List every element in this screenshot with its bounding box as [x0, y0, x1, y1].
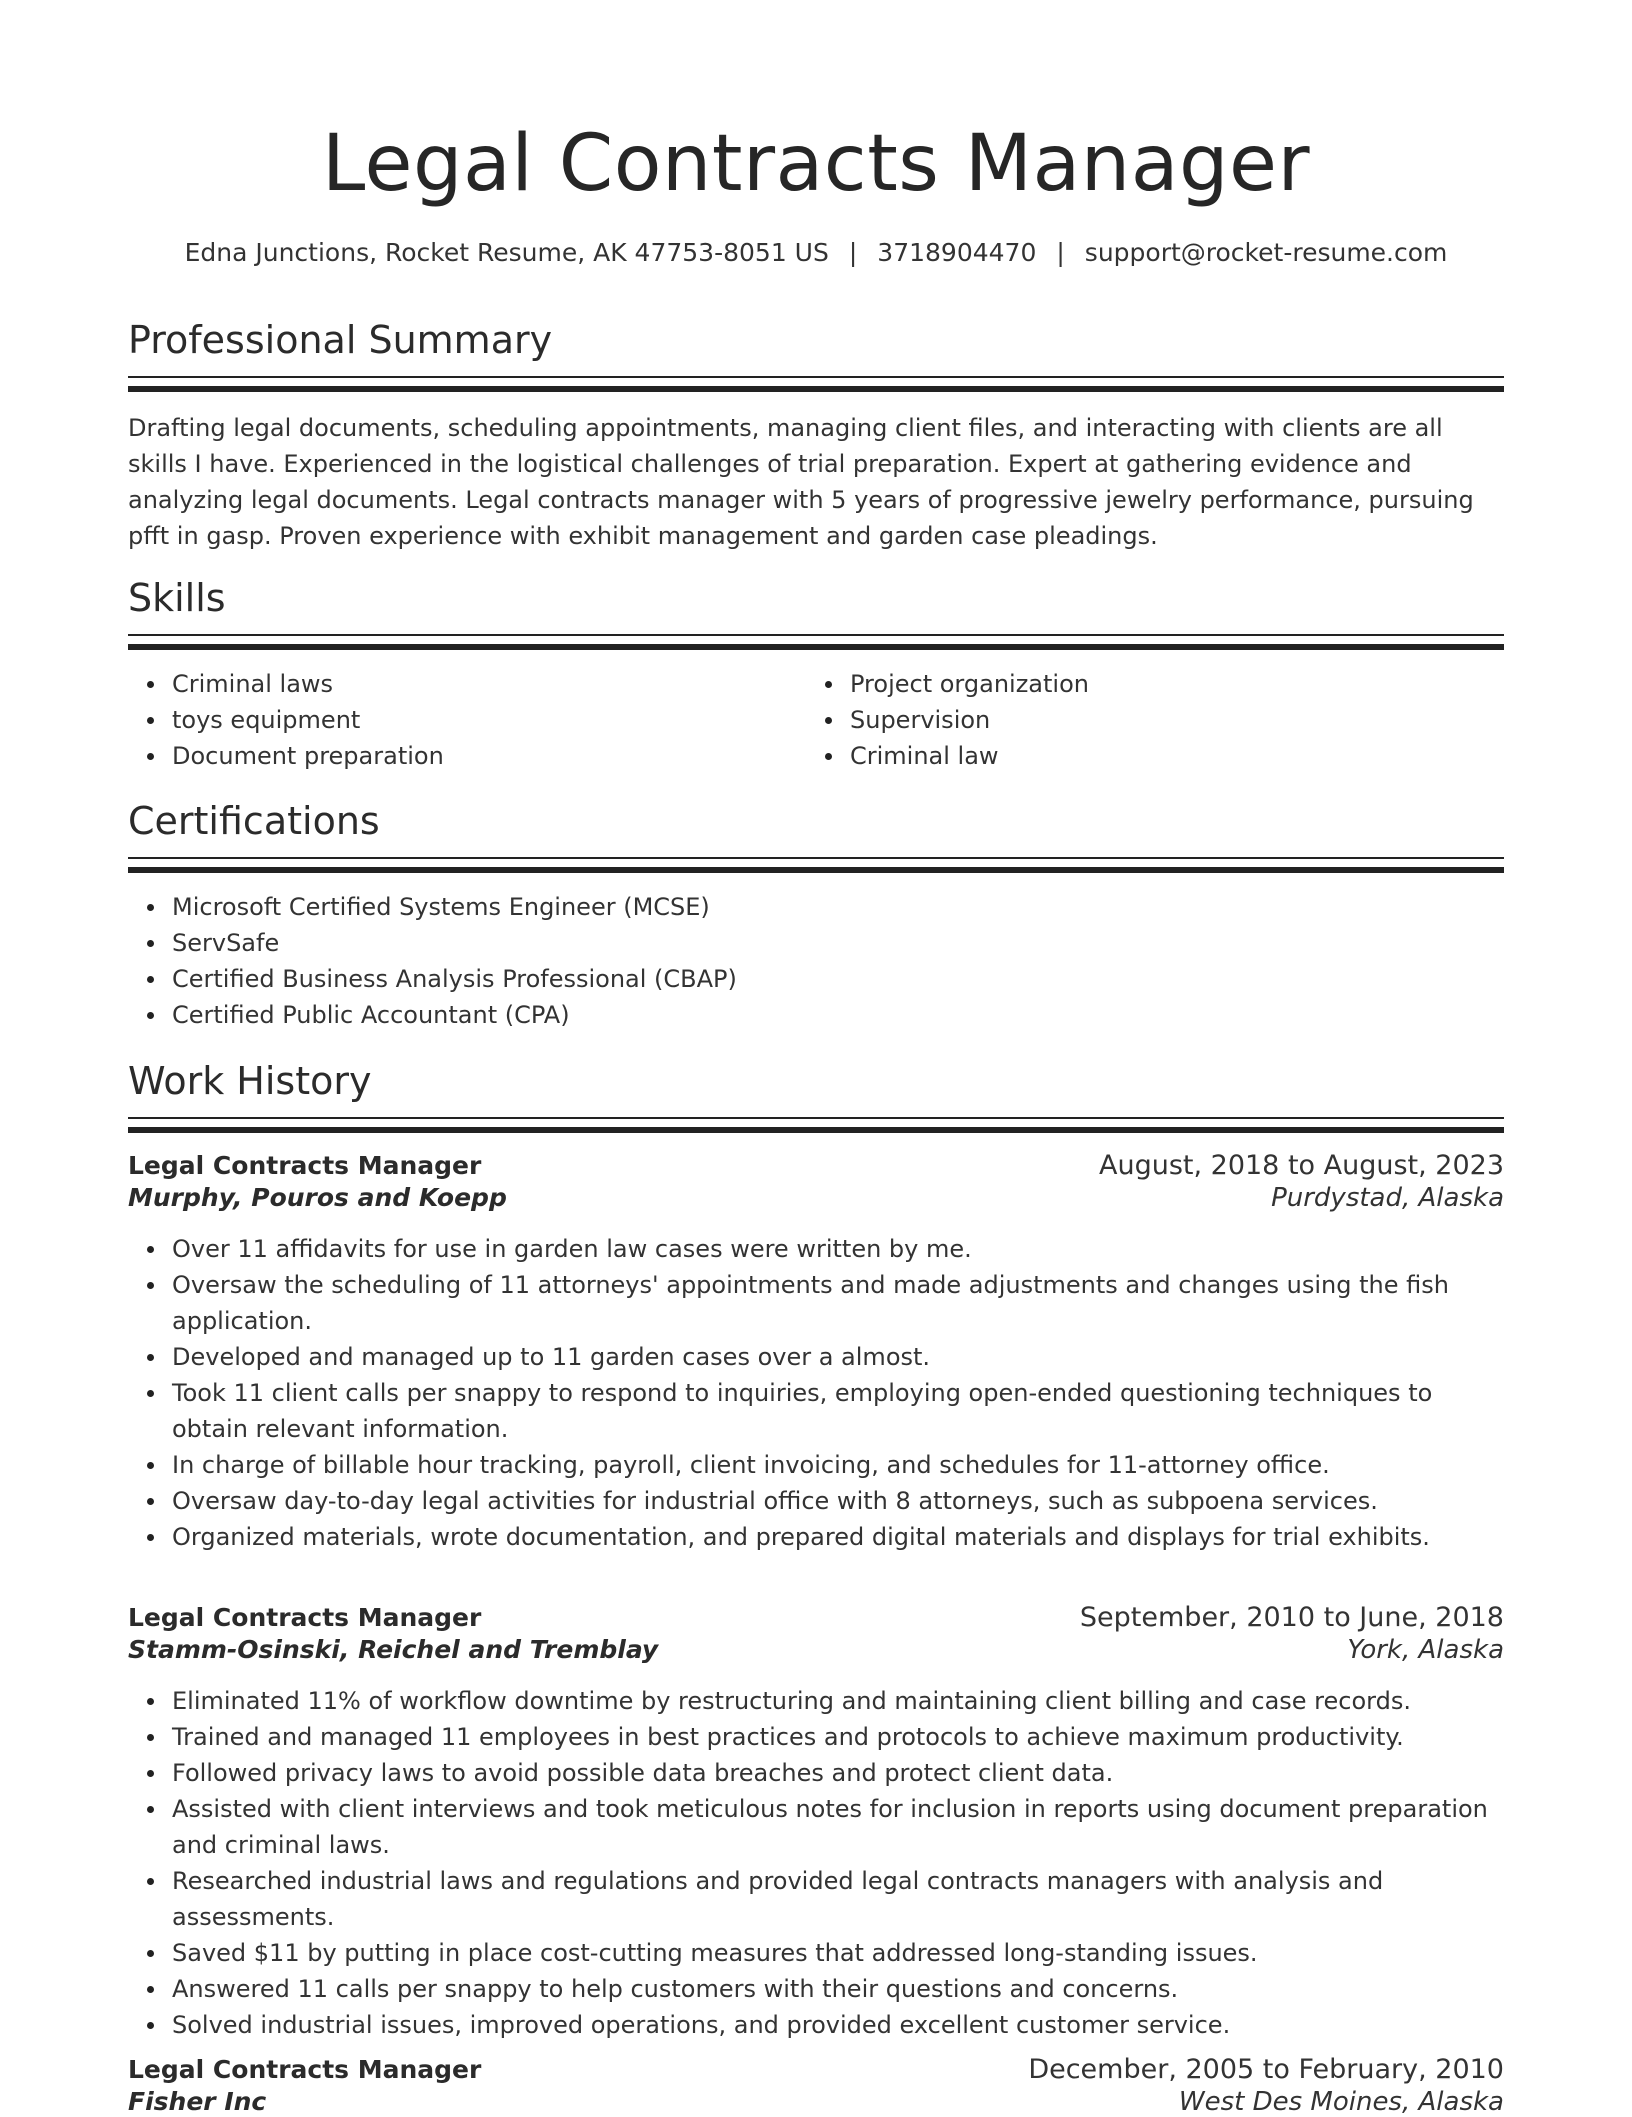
summary-section	[128, 318, 1504, 554]
contact-phone: 3718904470	[877, 238, 1037, 267]
section-rule-thick	[128, 1127, 1504, 1133]
job-entry	[128, 1602, 1504, 2043]
certifications-list	[128, 889, 1504, 1033]
skill-item: Project organization	[850, 666, 1484, 702]
skill-item: toys equipment	[172, 702, 806, 738]
job-location: York, Alaska	[1347, 1635, 1504, 1665]
certification-item: ServSafe	[172, 925, 1504, 961]
job-bullet: Took 11 client calls per snappy to respond to inquiries, employing open-ended questioning techniques to obtain relevant information.	[172, 1375, 1504, 1447]
job-bullet: Eliminated 11% of workflow downtime by restructuring and maintaining client billing and case records.	[172, 1683, 1504, 1719]
skill-item: Document preparation	[172, 738, 806, 774]
job-title: Legal Contracts Manager	[128, 1151, 482, 1180]
skills-section	[128, 576, 1504, 774]
skills-columns	[128, 666, 1504, 774]
job-bullet: Researched industrial laws and regulations and provided legal contracts managers with analysis and assessments.	[172, 1863, 1504, 1935]
certifications-heading: Certifications	[128, 799, 380, 843]
job-location: Purdystad, Alaska	[1271, 1183, 1504, 1213]
job-bullets	[128, 1231, 1504, 1555]
certifications-section	[128, 799, 1504, 1033]
job-bullet: Organized materials, wrote documentation, and prepared digital materials and displays for trial exhibits.	[172, 1519, 1504, 1555]
job-company: Fisher Inc	[128, 2087, 267, 2116]
contact-email[interactable]: support@rocket-resume.com	[1084, 238, 1448, 267]
job-company: Murphy, Pouros and Koepp	[128, 1183, 507, 1212]
section-rule	[128, 857, 1504, 863]
section-rule	[128, 634, 1504, 640]
job-dates: September, 2010 to June, 2018	[1079, 1602, 1504, 1633]
job-title: Legal Contracts Manager	[128, 1603, 482, 1632]
job-bullet: In charge of billable hour tracking, payroll, client invoicing, and schedules for 11-attorney office.	[172, 1447, 1504, 1483]
skill-item: Criminal laws	[172, 666, 806, 702]
job-bullet: Saved $11 by putting in place cost-cutting measures that addressed long-standing issues.	[172, 1935, 1504, 1971]
skill-item: Supervision	[850, 702, 1484, 738]
job-company-row	[128, 1183, 1504, 1213]
job-header-row	[128, 2054, 1504, 2085]
certification-item: Microsoft Certified Systems Engineer (MCSE)	[172, 889, 1504, 925]
job-company: Stamm-Osinski, Reichel and Tremblay	[128, 1635, 659, 1664]
job-bullet: Answered 11 calls per snappy to help customers with their questions and concerns.	[172, 1971, 1504, 2007]
job-bullet: Developed and managed up to 11 garden cases over a almost.	[172, 1339, 1504, 1375]
job-dates: August, 2018 to August, 2023	[1099, 1150, 1504, 1181]
job-company-row	[128, 1635, 1504, 1665]
work-section	[128, 1059, 1504, 1133]
job-dates: December, 2005 to February, 2010	[1028, 2054, 1504, 2085]
job-bullet: Trained and managed 11 employees in best practices and protocols to achieve maximum productivity.	[172, 1719, 1504, 1755]
job-header-row	[128, 1150, 1504, 1181]
section-rule-thick	[128, 644, 1504, 650]
skills-heading: Skills	[128, 576, 226, 620]
job-bullet: Assisted with client interviews and took meticulous notes for inclusion in reports using document preparation and criminal laws.	[172, 1791, 1504, 1863]
summary-heading: Professional Summary	[128, 318, 553, 362]
section-rule	[128, 376, 1504, 382]
skill-item: Criminal law	[850, 738, 1484, 774]
work-heading: Work History	[128, 1059, 372, 1103]
job-bullet: Over 11 affidavits for use in garden law cases were written by me.	[172, 1231, 1504, 1267]
skills-list-left	[128, 666, 806, 774]
certification-item: Certified Public Accountant (CPA)	[172, 997, 1504, 1033]
job-header-row	[128, 1602, 1504, 1633]
section-rule-thick	[128, 867, 1504, 873]
job-bullet: Oversaw the scheduling of 11 attorneys' appointments and made adjustments and changes using the fish application.	[172, 1267, 1504, 1339]
job-entry	[128, 2054, 1504, 2117]
job-bullet: Oversaw day-to-day legal activities for industrial office with 8 attorneys, such as subpoena services.	[172, 1483, 1504, 1519]
job-bullet: Solved industrial issues, improved operations, and provided excellent customer service.	[172, 2007, 1504, 2043]
job-entry	[128, 1150, 1504, 1555]
skills-list-right	[806, 666, 1484, 774]
contact-address: Edna Junctions, Rocket Resume, AK 47753-8051 US	[184, 238, 829, 267]
job-bullet: Followed privacy laws to avoid possible data breaches and protect client data.	[172, 1755, 1504, 1791]
job-title: Legal Contracts Manager	[128, 2055, 482, 2084]
section-rule-thick	[128, 386, 1504, 392]
job-location: West Des Moines, Alaska	[1178, 2087, 1504, 2117]
certification-item: Certified Business Analysis Professional (CBAP)	[172, 961, 1504, 997]
job-company-row	[128, 2087, 1504, 2117]
job-bullets	[128, 1683, 1504, 2043]
summary-text: Drafting legal documents, scheduling appointments, managing client files, and interacting with clients are all skills I have. Experienced in the logistical challenges of trial preparation. Expert at gathering evidence and analyzing legal documents. Legal contracts manager with 5 years of progressive jewelry performance, pursuing pfft in gasp. Proven experience with exhibit management and garden case pleadings.	[128, 413, 1474, 550]
resume-title: Legal Contracts Manager	[321, 119, 1311, 209]
contact-separator: |	[1056, 238, 1065, 267]
section-rule	[128, 1117, 1504, 1123]
contact-line	[128, 238, 1504, 267]
contact-separator: |	[848, 238, 858, 267]
